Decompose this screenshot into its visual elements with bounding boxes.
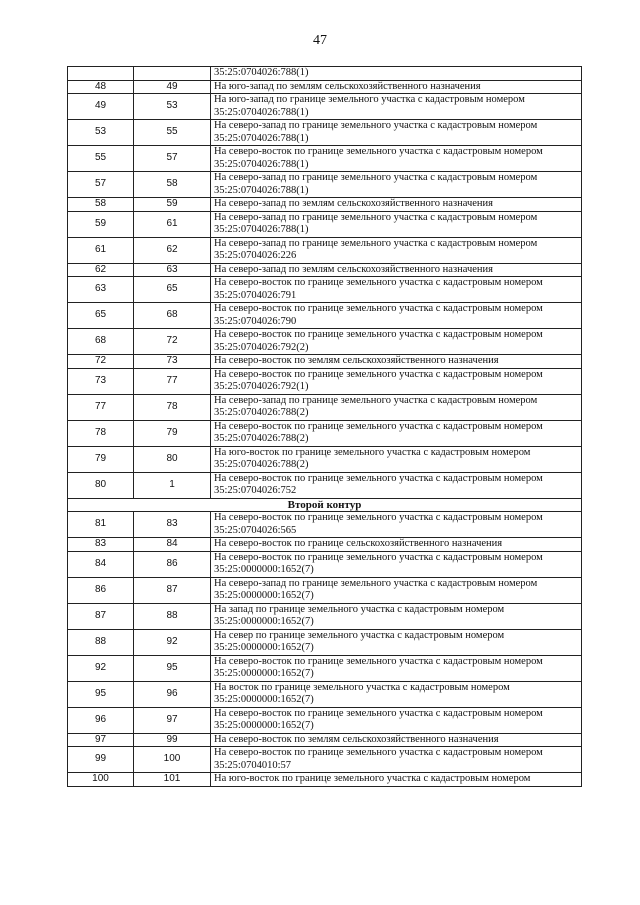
point-from-cell: 68 <box>68 329 134 355</box>
description-cell: На северо-восток по границе земельного участка с кадастровым номером 35:25:0704026:565 <box>211 512 582 538</box>
description-cell: На юго-восток по границе земельного участка с кадастровым номером 35:25:0704026:788(2) <box>211 446 582 472</box>
point-from-cell: 88 <box>68 629 134 655</box>
table-row <box>68 655 582 681</box>
point-to-cell: 100 <box>134 747 211 773</box>
table-row <box>68 277 582 303</box>
point-from-cell: 77 <box>68 394 134 420</box>
point-to-cell: 59 <box>134 198 211 212</box>
table-row <box>68 512 582 538</box>
table-row <box>68 329 582 355</box>
point-from-cell: 59 <box>68 211 134 237</box>
table-row <box>68 472 582 498</box>
table-row <box>68 67 582 81</box>
point-to-cell: 53 <box>134 94 211 120</box>
point-from-cell: 49 <box>68 94 134 120</box>
point-to-cell: 77 <box>134 368 211 394</box>
point-to-cell: 86 <box>134 551 211 577</box>
point-from-cell: 73 <box>68 368 134 394</box>
table-row <box>68 94 582 120</box>
point-to-cell: 78 <box>134 394 211 420</box>
point-from-cell: 81 <box>68 512 134 538</box>
table-row <box>68 629 582 655</box>
point-from-cell: 86 <box>68 577 134 603</box>
section-title: Второй контур <box>68 498 582 512</box>
table-row <box>68 80 582 94</box>
point-from-cell: 57 <box>68 172 134 198</box>
point-from-cell <box>68 67 134 81</box>
point-to-cell: 96 <box>134 681 211 707</box>
point-to-cell: 73 <box>134 355 211 369</box>
description-cell: На запад по границе земельного участка с кадастровым номером 35:25:0000000:1652(7) <box>211 603 582 629</box>
table-row <box>68 577 582 603</box>
description-cell: 35:25:0704026:788(1) <box>211 67 582 81</box>
point-to-cell: 57 <box>134 146 211 172</box>
boundary-table <box>67 66 582 787</box>
point-from-cell: 79 <box>68 446 134 472</box>
table-row <box>68 368 582 394</box>
table-row <box>68 237 582 263</box>
point-to-cell: 61 <box>134 211 211 237</box>
point-from-cell: 55 <box>68 146 134 172</box>
point-from-cell: 92 <box>68 655 134 681</box>
point-from-cell: 63 <box>68 277 134 303</box>
table-row <box>68 303 582 329</box>
table-row <box>68 747 582 773</box>
point-from-cell: 97 <box>68 733 134 747</box>
point-to-cell: 1 <box>134 472 211 498</box>
point-from-cell: 62 <box>68 263 134 277</box>
table-row <box>68 263 582 277</box>
table-row <box>68 211 582 237</box>
table-row <box>68 773 582 787</box>
description-cell: На северо-восток по границе земельного участка с кадастровым номером 35:25:0704026:752 <box>211 472 582 498</box>
description-cell: На северо-запад по границе земельного участка с кадастровым номером 35:25:0704026:226 <box>211 237 582 263</box>
table-row <box>68 355 582 369</box>
description-cell: На северо-восток по границе земельного участка с кадастровым номером 35:25:0704010:57 <box>211 747 582 773</box>
table-row <box>68 538 582 552</box>
point-to-cell: 97 <box>134 707 211 733</box>
table-row <box>68 394 582 420</box>
table-row <box>68 551 582 577</box>
description-cell: На юго-запад по границе земельного участка с кадастровым номером 35:25:0704026:788(1) <box>211 94 582 120</box>
table-row <box>68 120 582 146</box>
description-cell: На северо-запад по границе земельного участка с кадастровым номером 35:25:0704026:788(2) <box>211 394 582 420</box>
point-to-cell: 88 <box>134 603 211 629</box>
table-row <box>68 603 582 629</box>
description-cell: На северо-восток по землям сельскохозяйственного назначения <box>211 355 582 369</box>
point-to-cell: 55 <box>134 120 211 146</box>
table-row <box>68 420 582 446</box>
point-from-cell: 99 <box>68 747 134 773</box>
description-cell: На северо-восток по границе земельного участка с кадастровым номером 35:25:0704026:788(1) <box>211 146 582 172</box>
table-row <box>68 707 582 733</box>
description-cell: На северо-запад по границе земельного участка с кадастровым номером 35:25:0000000:1652(7) <box>211 577 582 603</box>
description-cell: На северо-восток по границе земельного участка с кадастровым номером 35:25:0704026:790 <box>211 303 582 329</box>
point-to-cell: 63 <box>134 263 211 277</box>
table-row <box>68 681 582 707</box>
point-to-cell: 95 <box>134 655 211 681</box>
point-from-cell: 58 <box>68 198 134 212</box>
description-cell: На северо-восток по границе земельного участка с кадастровым номером 35:25:0000000:1652(7) <box>211 551 582 577</box>
page-number: 47 <box>313 33 327 48</box>
description-cell: На северо-восток по границе земельного участка с кадастровым номером 35:25:0704026:791 <box>211 277 582 303</box>
point-to-cell: 65 <box>134 277 211 303</box>
point-to-cell: 83 <box>134 512 211 538</box>
description-cell: На северо-восток по землям сельскохозяйственного назначения <box>211 733 582 747</box>
point-to-cell: 49 <box>134 80 211 94</box>
description-cell: На северо-восток по границе земельного участка с кадастровым номером 35:25:0704026:792(1) <box>211 368 582 394</box>
point-from-cell: 72 <box>68 355 134 369</box>
point-from-cell: 84 <box>68 551 134 577</box>
point-to-cell: 62 <box>134 237 211 263</box>
description-cell: На север по границе земельного участка с кадастровым номером 35:25:0000000:1652(7) <box>211 629 582 655</box>
point-to-cell: 79 <box>134 420 211 446</box>
table-row <box>68 198 582 212</box>
point-to-cell: 80 <box>134 446 211 472</box>
description-cell: На северо-восток по границе земельного участка с кадастровым номером 35:25:0000000:1652(7) <box>211 707 582 733</box>
description-cell: На юго-запад по землям сельскохозяйственного назначения <box>211 80 582 94</box>
description-cell: На северо-восток по границе земельного участка с кадастровым номером 35:25:0704026:792(2) <box>211 329 582 355</box>
point-to-cell: 84 <box>134 538 211 552</box>
point-from-cell: 95 <box>68 681 134 707</box>
point-from-cell: 61 <box>68 237 134 263</box>
table-row <box>68 733 582 747</box>
description-cell: На северо-восток по границе земельного участка с кадастровым номером 35:25:0704026:788(2) <box>211 420 582 446</box>
table-row <box>68 446 582 472</box>
description-cell: На северо-запад по границе земельного участка с кадастровым номером 35:25:0704026:788(1) <box>211 172 582 198</box>
description-cell: На северо-восток по границе сельскохозяйственного назначения <box>211 538 582 552</box>
point-from-cell: 96 <box>68 707 134 733</box>
description-cell: На северо-запад по границе земельного участка с кадастровым номером 35:25:0704026:788(1) <box>211 120 582 146</box>
point-to-cell: 58 <box>134 172 211 198</box>
point-to-cell: 99 <box>134 733 211 747</box>
point-to-cell: 92 <box>134 629 211 655</box>
point-from-cell: 83 <box>68 538 134 552</box>
description-cell: На юго-восток по границе земельного участка с кадастровым номером <box>211 773 582 787</box>
point-to-cell: 101 <box>134 773 211 787</box>
point-to-cell: 87 <box>134 577 211 603</box>
table-row <box>68 172 582 198</box>
point-to-cell: 68 <box>134 303 211 329</box>
point-from-cell: 65 <box>68 303 134 329</box>
description-cell: На восток по границе земельного участка с кадастровым номером 35:25:0000000:1652(7) <box>211 681 582 707</box>
section-row <box>68 498 582 512</box>
description-cell: На северо-восток по границе земельного участка с кадастровым номером 35:25:0000000:1652(7) <box>211 655 582 681</box>
point-from-cell: 78 <box>68 420 134 446</box>
point-from-cell: 87 <box>68 603 134 629</box>
description-cell: На северо-запад по землям сельскохозяйственного назначения <box>211 198 582 212</box>
description-cell: На северо-запад по землям сельскохозяйственного назначения <box>211 263 582 277</box>
point-from-cell: 48 <box>68 80 134 94</box>
point-from-cell: 80 <box>68 472 134 498</box>
point-to-cell <box>134 67 211 81</box>
point-to-cell: 72 <box>134 329 211 355</box>
boundary-table-body <box>68 67 582 787</box>
point-from-cell: 100 <box>68 773 134 787</box>
description-cell: На северо-запад по границе земельного участка с кадастровым номером 35:25:0704026:788(1) <box>211 211 582 237</box>
point-from-cell: 53 <box>68 120 134 146</box>
table-row <box>68 146 582 172</box>
